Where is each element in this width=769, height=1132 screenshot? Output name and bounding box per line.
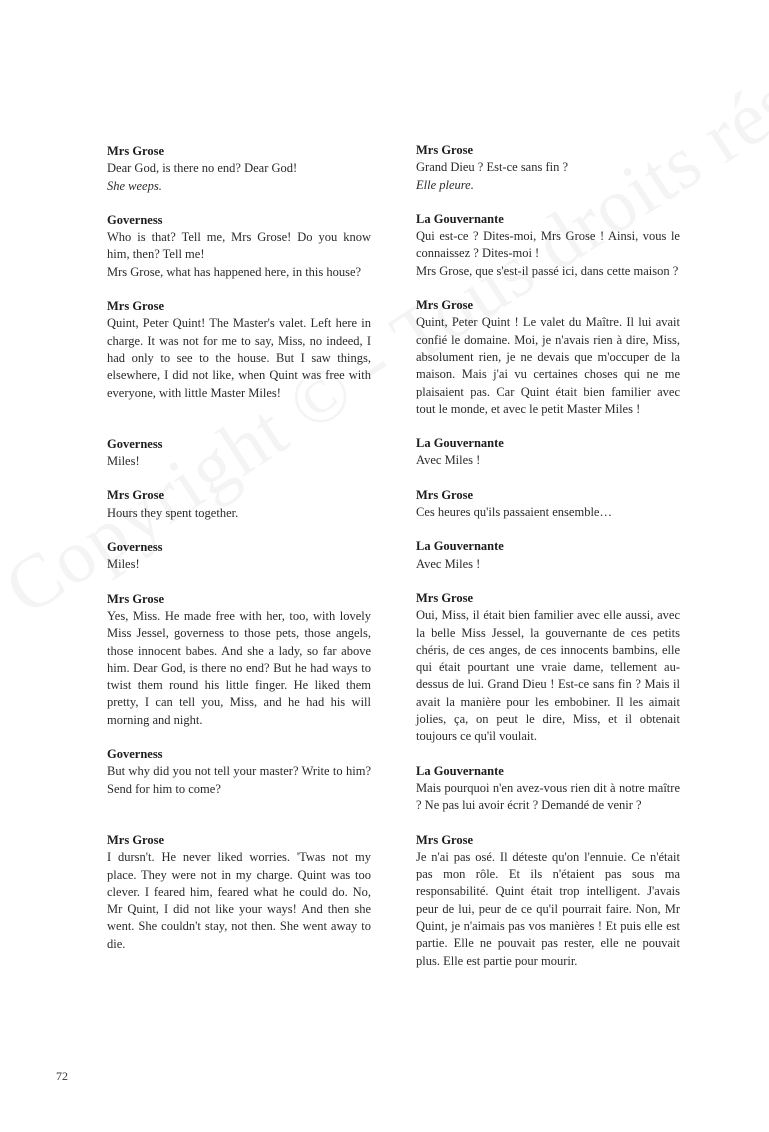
dialogue-block [416,211,680,280]
dialogue-block [416,590,680,746]
speaker-name: Mrs Grose [107,591,165,606]
dialogue-block [416,763,680,815]
speaker-name: Mrs Grose [416,143,474,157]
dialogue-line: But why did you not tell your master? Write to him? Send for him to come? [107,764,371,796]
dialogue-line: Miles! [107,557,140,572]
speaker-name: La Gouvernante [416,211,504,226]
dialogue-line: Grand Dieu ? Est-ce sans fin ? [416,160,569,175]
dialogue-block [107,746,371,798]
dialogue-line: Oui, Miss, il était bien familier avec elle aussi, avec la belle Miss Jessel, la gouvernante de ces petits chéris, de ces anges, de ces innocents bambins, elle qui était pourtant une vraie dame, tellement au-dessus de lui. Grand Dieu ! Est-ce sans fin ? Mais il avait la manière pour les embobiner. Il les aimait jolies, ça, on peut le dire, Miss, et il obtenait toujours ce qu'il voulait. [416,608,680,744]
speaker-name: Mrs Grose [416,590,474,605]
speaker-name: Mrs Grose [416,298,474,313]
dialogue-line: Hours they spent together. [107,505,239,520]
speaker-name: Governess [107,540,163,555]
dialogue-block [416,142,680,194]
english-column [107,143,371,953]
dialogue-block [416,297,680,418]
dialogue-line: Mrs Grose, que s'est-il passé ici, dans cette maison ? [416,263,679,278]
dialogue-block [416,487,680,522]
page-number: 72 [56,1069,68,1083]
dialogue-line: Ces heures qu'ils passaient ensemble… [416,505,612,520]
speaker-name: Governess [107,436,163,451]
dialogue-line: Mrs Grose, what has happened here, in this house? [107,264,362,279]
dialogue-line: Avec Miles ! [416,556,481,571]
dialogue-line: Dear God, is there no end? Dear God! [107,161,298,176]
speaker-name: Mrs Grose [107,144,165,158]
speaker-name: Governess [107,212,163,227]
dialogue-block [416,832,680,970]
speaker-name: Mrs Grose [107,299,165,314]
dialogue-block [107,539,371,574]
dialogue-line: Who is that? Tell me, Mrs Grose! Do you know him, then? Tell me! [107,230,371,262]
dialogue-block [107,143,371,195]
dialogue-block [107,212,371,281]
speaker-name: Mrs Grose [416,832,474,847]
dialogue-line: Avec Miles ! [416,453,481,468]
dialogue-line: Yes, Miss. He made free with her, too, with lovely Miss Jessel, governess to those pets, those angels, those innocent babes. And she a lady, so far above him. Dear God, is there no end? But he had ways to twist them round his little finger. He liked them pretty, I can tell you, Miss, and he had his will morning and night. [107,608,371,727]
dialogue-block [107,591,371,729]
dialogue-block [107,487,371,522]
speaker-name: Mrs Grose [107,488,165,503]
dialogue-line: Quint, Peter Quint ! Le valet du Maître. Il lui avait confié le domaine. Moi, je n'avais rien à dire, Miss, absolument rien, je ne devais que m'occuper de la maison. Mais j'ai vu certaines choses qui ne me plaisaient pas. Car Quint était bien familier avec tout le monde, et avec le petit Master Miles ! [416,315,680,416]
dialogue-block [416,435,680,470]
dialogue-line: Qui est-ce ? Dites-moi, Mrs Grose ! Ainsi, vous le connaissez ? Dites-moi ! [416,229,680,261]
stage-direction: She weeps. [107,178,162,193]
dialogue-block [107,298,371,402]
stage-direction: Elle pleure. [416,177,474,192]
dialogue-block [107,436,371,471]
speaker-name: La Gouvernante [416,436,504,451]
speaker-name: Governess [107,747,163,762]
speaker-name: Mrs Grose [416,487,474,502]
dialogue-line: I dursn't. He never liked worries. 'Twas not my place. They were not in my charge. Quint was too clever. I feared him, feared what he could do. No, Mr Quint, I did not like your ways! And then she went. She couldn't stay, not then. She went away to die. [107,850,371,951]
speaker-name: La Gouvernante [416,763,504,778]
dialogue-block [107,832,371,953]
dialogue-line: Je n'ai pas osé. Il déteste qu'on l'ennuie. Ce n'était pas mon rôle. Et ils n'étaient pas sous ma responsabilité. Quint était trop intelligent. J'avais peur de lui, peur de ce qu'il pourrait faire. Non, Mr Quint, je n'aimais pas vos manières ! Et puis elle est partie. Elle ne pouvait pas rester, elle ne pouvait plus. Elle est partie pour mourir. [416,849,680,968]
dialogue-line: Miles! [107,454,140,469]
speaker-name: Mrs Grose [107,832,165,847]
french-column [416,142,680,970]
speaker-name: La Gouvernante [416,539,504,554]
dialogue-line: Quint, Peter Quint! The Master's valet. Left here in charge. It was not for me to say, Miss, no indeed, I had only to see to the house. But I saw things, elsewhere, I did not like, when Quint was free with everyone, with little Master Miles! [107,316,371,400]
dialogue-line: Mais pourquoi n'en avez-vous rien dit à notre maître ? Ne pas lui avoir écrit ? Demandé de venir ? [416,780,680,813]
dialogue-block [416,538,680,573]
